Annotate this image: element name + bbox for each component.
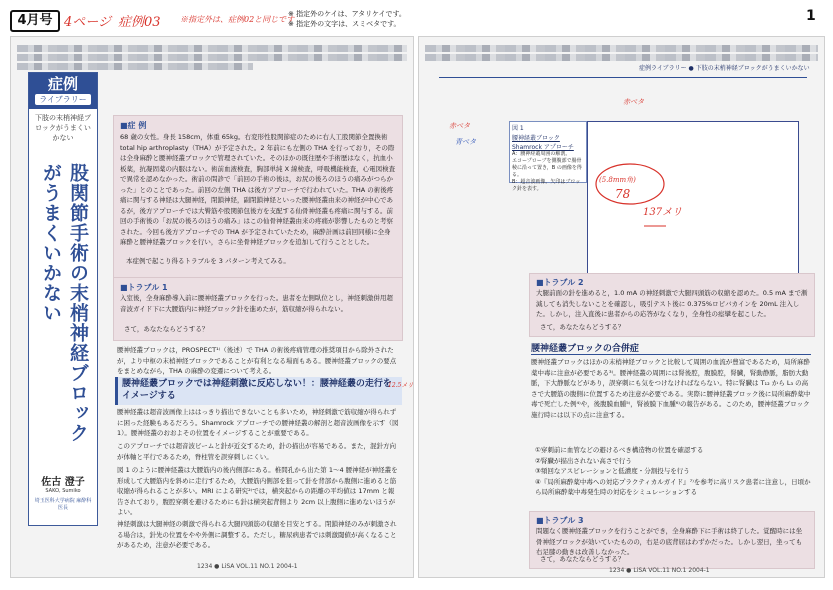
series-badge (29, 73, 97, 109)
page-number: 1 (806, 8, 816, 24)
trouble-3-text: 問題なく腰神経叢ブロックを行うことができ，全身麻酔下に手術は終了した。覚醒時には坐骨神経ブロックが効いていたものの，右足の底背屈はわずかだった。しかし翌日，坐っても右足膝の動きは改善しなかった。 (536, 527, 803, 556)
trouble-1-heading: ■トラブル 1 (120, 283, 168, 292)
trouble-2-box (529, 273, 815, 337)
trouble-1-question: さて，あなたならどうする？ (124, 325, 209, 333)
handwritten-case-note: 症例03 (118, 15, 161, 30)
hand-note-red: 赤ベタ (449, 122, 470, 130)
left-footer: 1234 ● LiSA VOL.11 NO.1 2004-1 (197, 563, 298, 570)
body-paragraph-4: 図 1 のように腰神経叢は大腰筋内の後内側部にある。椎間孔から出た第 1〜4 腰神経が神経叢を形成して大腰筋内を斜めに走行するため，大腰筋内側部を狙って針を背部から腹側に進めると筋収縮が得られることが多い。MRI による研究²⁾では，横突起からの距離の平均値は 17mm と報告されており，腹腔穿刺を避けるためにも針は横突起背側より 2cm 以上腹側に進めないほうがよい。 (117, 466, 398, 516)
author-roman: SAKO, Sumiko (45, 488, 81, 494)
figure-caption-box (509, 121, 587, 192)
redacted-bar (425, 54, 818, 61)
section-heading-1: 腰神経叢ブロックでは神経刺激に反応しない！：腰神経叢の走行をイメージする (115, 377, 402, 405)
author-name: 佐古 澄子 (41, 477, 85, 488)
section-heading-2: 腰神経叢ブロックの合併症 (531, 341, 811, 355)
redacted-bar (17, 54, 407, 61)
trouble-3-question: さて，あなたならどうする？ (540, 555, 625, 563)
handwritten-instruction: ※指定外は、症例02と同じです (180, 15, 295, 24)
hand-note-137: 137メリ (643, 207, 683, 218)
redacted-bar (17, 45, 407, 52)
figure-caption-c: B：超音波画像。矢印はブロック針を表す。 (512, 179, 581, 192)
handwritten-page-note: 4ページ (64, 15, 112, 30)
running-head: 症例ライブラリー ● 下肢の末梢神経ブロックがうまくいかない (639, 65, 810, 72)
print-notes (288, 9, 406, 29)
body-paragraph-1: 腰神経叢ブロックは，PROSPECT¹⁾（後述）で THA の術後疼痛管理の推奨項目から除外されたが，より中枢の末梢神経ブロックであることが有利となる場面もある。腰神経叢ブロックの要点をまとめながら，THA の麻酔の変遷について考える。 (117, 346, 397, 375)
body-paragraph-5: 神経刺激は大腿神経の刺激で得られる大腿四頭筋の収縮を目安とする。閉鎖神経のみが刺激される場合は，針先の位置をやや外側に調整する。ただし，糖尿病患者では刺激閾値が高くなることがあるため，注意が必要である。 (117, 520, 397, 549)
body-paragraph-2: 腰神経叢は超音波画像上ははっきり描出できないことも多いため，神経刺激で筋収縮が得られずに困った経験もあるだろう。Shamrock アプローチでの腰神経叢の解剖と超音波画像を示す（図 1）。腰神経叢のおおよその位置をイメージすることが重要である。 (117, 408, 399, 437)
list-item: ②腎臓が描出されない高さで行う (535, 456, 632, 465)
right-footer: 1234 ● LiSA VOL.11 NO.1 2004-1 (609, 567, 710, 574)
series-title: 症例 (47, 75, 78, 93)
note-1: ※ 指定外のケイは、アタリケイです。 (288, 10, 406, 18)
author-affiliation: 埼玉医科大学病院 麻酔科医長 (34, 498, 92, 511)
figure-title: 腰神経叢ブロック Shamrock アプローチ (512, 135, 574, 151)
case-text-2: 本症例で起こり得るトラブルを 3 パターン考えてみる。 (126, 257, 290, 265)
header-rule (439, 77, 807, 78)
series-description: 下肢の末梢神経ブロックがうまくいかない (35, 114, 91, 142)
note-2: ※ 指定外の文字は、スミベタです。 (288, 20, 401, 28)
figure-label: 図 1 (512, 125, 524, 132)
hand-note-margin: 12.5メリ (388, 382, 414, 389)
figure-caption-a: A：腰神経叢周囲の解剖。 (512, 151, 571, 157)
trouble-1-box (113, 277, 403, 341)
case-box (113, 115, 403, 283)
trouble-2-text: 大腿前面の針を進めると，1.0 mA の神経刺激で大腿四頭筋の収縮を認めた。0.5 mA まで漸減しても消失しないことを確認し，吸引テスト後に 0.375%ロピバカインを 20mL 注入した。しかし，注入直後に患者からの応答がなくなり，全身性の痙攣を起こした。 (536, 289, 808, 318)
redacted-bar (17, 63, 253, 70)
trouble-3-heading: ■トラブル 3 (536, 516, 584, 525)
right-page (418, 36, 825, 578)
trouble-2-heading: ■トラブル 2 (536, 278, 584, 287)
issue-label: 4月号 (10, 10, 60, 32)
complication-list (535, 445, 813, 498)
article-title: 股関節手術の末梢神経ブロックがうまくいかない (40, 163, 89, 443)
right-body-1: 腰神経叢ブロックはほかの末梢神経ブロックと比較して周囲の血流が豊富であるため，局所麻酔薬中毒に注意が必要である³⁾。腰神経叢の周囲には腎後腔，腹膜腔，腎臓，腎動静脈，脂肪大動脈，下大静脈などがあり，誤穿刺にも気をつけなければならない。特に腎臓は T₁₂ から L₃ の高さで大腰筋の腹側に位置するため注意が必要である。実際に腰神経叢ブロック後に局所麻酔薬中毒で死亡した例⁴⁾や，後腹膜血腫⁵⁾，腎被膜下血腫⁶⁾の報告がある。このため，腰神経叢ブロック施行時には以下の点に注意する。 (531, 358, 811, 419)
trouble-3-box (529, 511, 815, 569)
hand-note-blue: 青ベタ (455, 138, 476, 146)
hand-note-78: 78 (615, 187, 631, 201)
case-text: 68 歳の女性。身長 158cm，体重 65kg。右変形性股関節症のために右人工股関節全置換術 total hip arthroplasty（THA）が予定された。2 年前にも左側の THA を行っており，その際は全身麻酔と腰神経叢ブロックで管理されていた。そのほかの既往歴や手術歴はなく，抗血小板薬，抗凝固薬の内服はない。術前血液検査，胸部単純 X 線検査，呼吸機能検査，心電図検査で異常を認めなかった。術前の問診で「前回の手術の後は，お尻の後ろのほうの痛みがつらかった」とのことであった。前回の左側 THA は後方アプローチで行われていた。THA の術後疼痛に関与する神経は大腿神経，閉鎖神経，副閉鎖神経といった腰神経叢由来の神経が中心であるが，後方アプローチでは大臀筋や股関節包後方を支配する仙骨神経叢も疼痛に関与する。前回の手術後の「お尻の後ろのほうの痛み」はこの仙骨神経叢由来の疼痛が影響したものと考察された。今回も後方アプローチでの THA が予定されていたため，麻酔計画は前回同様に全身麻酔と腰神経叢ブロックを行い，さらに坐骨神経ブロックを追加して行うこととした。 (120, 133, 396, 246)
author-block (33, 473, 93, 512)
series-sidebar (28, 72, 98, 526)
figure-caption-b: エコープローブを側腹部で腸骨稜に沿って置き，B の画像を得る。 (512, 158, 582, 178)
list-item: ④『局所麻酔薬中毒への対応プラクティカルガイド』⁷⁾を参考に高リスク患者に注意し，日頃から局所麻酔薬中毒発生時の対応をシミュレーションする (535, 477, 811, 496)
list-item: ①穿刺前に血管などの避けるべき構造物の位置を確認する (535, 446, 704, 454)
case-heading: ■症 例 (120, 121, 147, 130)
series-subtitle: ライブラリー (35, 94, 91, 105)
trouble-2-question: さて，あなたならどうする？ (540, 323, 625, 331)
body-paragraph-3: このアプローチでは超音波ビームと針が近交するため，針の描出が容易である。また，混針方向が体軸と平行であるため，脊柱管を誤穿刺しにくい。 (117, 442, 396, 461)
hand-note-size: (5.8mm角) (599, 176, 636, 184)
redacted-bar (425, 45, 818, 52)
trouble-1-text: 入室後，全身麻酔導入前に腰神経叢ブロックを行った。患者を左側臥位とし，神経刺激併用超音波ガイド下に大腰筋内に神経ブロック針を進めたが，筋収縮が得られない。 (120, 294, 393, 313)
hand-note-red-2: 赤ベタ (623, 98, 644, 106)
list-item: ③頻回なアスピレーションと低濃度・分割投与を行う (535, 467, 690, 475)
